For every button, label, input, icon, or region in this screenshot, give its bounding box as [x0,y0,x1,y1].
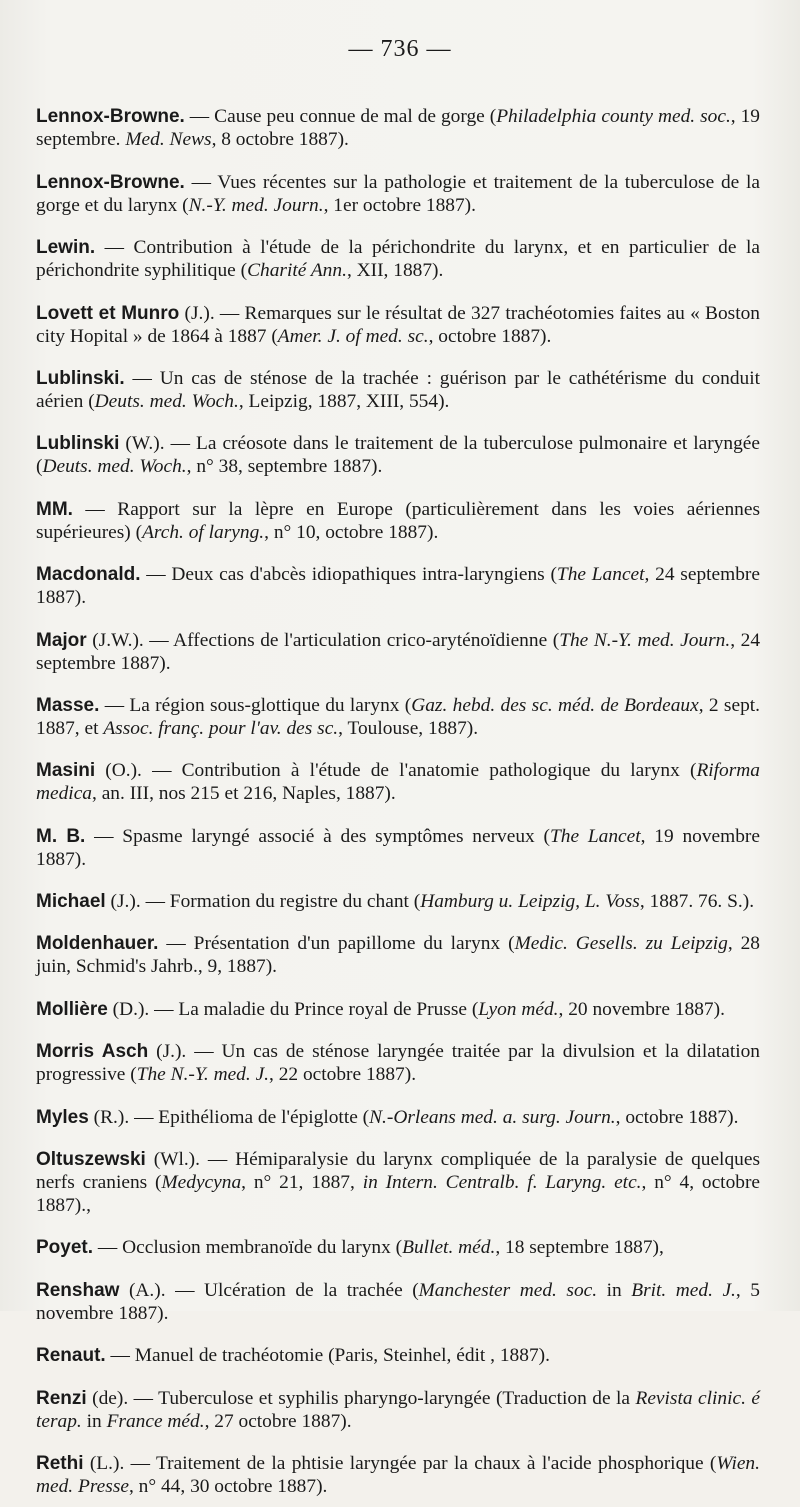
entry-details: , an. III, nos 215 et 216, Naples, 1887). [92,783,396,805]
entry-text: — Présentation d'un papillome du larynx ( [158,933,515,955]
bibliography-entry [36,629,760,675]
entry-details: , 19 novembre 1887). [36,825,760,870]
bibliography-entry [36,1387,760,1433]
entry-journal: The Lancet [549,825,641,847]
entry-journal: Charité Ann. [247,260,347,282]
entry-details: in [81,1410,107,1432]
entry-text: — Hémiparalysie du larynx compliquée de la paralysie de quelques nerfs craniens ( [36,1149,760,1194]
entry-details: , 28 juin, Schmid's Jahrb., 9, 1887). [36,933,761,978]
entry-author: Masse. [36,694,100,716]
bibliography-entry [36,825,760,871]
entry-text: — La créosote dans le traitement de la tuberculose pulmonaire et laryngée ( [36,433,761,478]
bibliography-entry [36,1106,760,1129]
entry-author: Lennox-Browne. [36,171,185,193]
entry-details-secondary: , n° 4, octobre 1887)., [36,1172,761,1217]
entry-journal-secondary: in Intern. Centralb. f. Laryng. etc. [362,1172,642,1194]
entry-initials: (R.). [88,1106,130,1128]
entry-details: , 1er octobre 1887). [323,194,476,216]
entry-author: Lewin. [36,237,96,259]
entry-initials: (L.). [83,1452,125,1474]
entry-initials: (J.W.). [86,629,144,651]
entry-text: — La maladie du Prince royal de Prusse ( [149,998,479,1020]
entry-initials: (Wl.). [145,1149,200,1171]
entry-initials: (A.). [119,1279,166,1301]
entry-text: — Ulcération de la trachée ( [165,1279,419,1301]
entry-initials: (O.). [95,760,142,782]
entry-journal: Lyon méd. [478,998,559,1020]
entry-details: , n° 21, 1887, [241,1172,363,1194]
entry-text: — La région sous-glottique du larynx ( [99,694,412,716]
bibliography-entry [36,1279,760,1325]
entry-details: , octobre 1887). [428,325,552,347]
entry-details: in [597,1279,632,1301]
entry-details-secondary: , 27 octobre 1887). [204,1410,352,1432]
entry-author: Myles [36,1106,89,1128]
entry-author: Macdonald. [36,564,141,586]
bibliography-entry [36,432,760,478]
bibliography-entry [36,105,760,151]
entry-journal: Deuts. med. Woch. [42,456,187,478]
entry-journal: Riforma medica [36,760,760,805]
entry-details: , 18 septembre 1887), [495,1237,664,1259]
bibliography-entry [36,302,760,348]
entry-author: Masini [36,760,96,782]
bibliography-entry [36,694,760,740]
entry-details: , 24 septembre 1887). [36,564,760,609]
entry-text: — Contribution à l'étude de l'anatomie pathologique du larynx ( [141,760,697,782]
entry-details: , 22 octobre 1887). [269,1064,417,1086]
entry-journal: The Lancet [556,564,645,586]
page-number: — 736 — [348,36,452,62]
entry-text: — Rapport sur la lèpre en Europe (particulièrement dans les voies aériennes supérieures) ( [36,498,760,543]
entry-journal: N.-Y. med. Journ. [188,194,324,216]
bibliography-entry [36,998,760,1021]
bibliography-entry [36,932,760,978]
entry-journal: The N.-Y. med. J. [136,1064,270,1086]
entry-text: — Occlusion membranoïde du larynx ( [93,1237,403,1259]
entry-journal: Gaz. hebd. des sc. méd. de Bordeaux [411,694,699,716]
entry-author: Rethi [36,1452,84,1474]
entry-details: , n° 44, 30 octobre 1887). [128,1475,328,1497]
bibliography-entry [36,1148,760,1217]
entry-text: — Formation du registre du chant ( [140,891,421,913]
entry-journal: Bullet. méd. [402,1237,496,1259]
entry-journal: Revista clinic. é terap. [36,1387,760,1432]
entry-details: , 19 septembre. [36,106,760,151]
entry-journal-secondary: Assoc. franç. pour l'av. des sc. [103,717,339,739]
entry-journal: Philadelphia county med. soc. [496,106,731,128]
entry-initials: (de). [86,1387,129,1409]
entry-author: Renzi [36,1387,87,1409]
entry-journal: N.-Orleans med. a. surg. Journ. [369,1106,616,1128]
entry-initials: (D.). [107,998,150,1020]
entry-text: — Tuberculose et syphilis pharyngo-laryngée (Traduction de la [128,1387,636,1409]
entry-author: Moldenhauer. [36,933,159,955]
bibliography-entry [36,171,760,217]
entry-journal: Hamburg u. Leipzig, L. Voss [420,891,640,913]
bibliography-entry [36,563,760,609]
bibliography-entry [36,236,760,282]
entry-details: , 2 sept. 1887, et [36,694,760,739]
entry-text: — Remarques sur le résultat de 327 trachéotomies faites au « Boston city Hopital » de 1864 à 1887 ( [36,302,760,347]
entry-author: Lennox-Browne. [36,106,185,128]
entry-author: Renaut. [36,1345,106,1367]
entry-author: Renshaw [36,1279,120,1301]
entry-journal-secondary: France méd. [106,1410,205,1432]
entry-initials: (W.). [119,433,165,455]
entry-text: — Epithélioma de l'épiglotte ( [129,1106,370,1128]
entry-author: Michael [36,891,106,913]
entry-details: , XII, 1887). [346,260,444,282]
entry-text: — Un cas de sténose de la trachée : guérison par le cathétérisme du conduit aérien ( [36,367,760,412]
entry-details-secondary: , 5 novembre 1887). [36,1279,760,1324]
entry-author: Lublinski. [36,367,125,389]
entry-details: , octobre 1887). [615,1106,739,1128]
entry-author: Poyet. [36,1237,94,1259]
entry-author: Oltuszewski [36,1149,146,1171]
entry-author: Morris Asch [36,1041,149,1063]
entry-author: MM. [36,498,73,520]
entry-journal: Medycyna [161,1172,242,1194]
entry-author: M. B. [36,825,86,847]
entry-journal: Deuts. med. Woch. [94,390,239,412]
entry-text: — Manuel de trachéotomie (Paris, Steinhel, édit , 1887). [105,1345,550,1367]
entry-journal: Wien. med. Presse [36,1452,760,1497]
entry-text: — Un cas de sténose laryngée traitée par la divulsion et la dilatation progressive ( [36,1041,760,1086]
entry-details: , 1887. 76. S.). [639,891,755,913]
entry-journal-secondary: Med. News [125,129,212,151]
entry-author: Major [36,629,87,651]
entry-details: , 24 septembre 1887). [36,629,761,674]
entry-text: — Affections de l'articulation crico-aryténoïdienne ( [143,629,560,651]
bibliography-entry [36,1452,760,1498]
bibliography-entry [36,1236,760,1259]
entry-journal: Arch. of laryng. [142,521,265,543]
bibliography-entry [36,498,760,544]
entry-journal-secondary: Brit. med. J. [631,1279,736,1301]
entry-initials: (J.). [105,891,141,913]
entry-text: — Spasme laryngé associé à des symptômes nerveux ( [85,825,550,847]
entry-details: , n° 38, septembre 1887). [186,456,383,478]
entry-journal: Amer. J. of med. sc. [277,325,429,347]
bibliography-entry [36,890,760,913]
entry-initials: (J.). [179,302,215,324]
entry-details-secondary: , 8 octobre 1887). [211,129,349,151]
entry-details-secondary: , Toulouse, 1887). [338,717,479,739]
bibliography-list [36,86,760,1507]
entry-text: — Deux cas d'abcès idiopathiques intra-laryngiens ( [140,564,557,586]
bibliography-entry [36,759,760,805]
entry-text: — Vues récentes sur la pathologie et traitement de la tuberculose de la gorge et du larynx ( [36,171,760,216]
entry-journal: Medic. Gesells. zu Leipzig [514,933,728,955]
entry-details: , Leipzig, 1887, XIII, 554). [238,390,450,412]
bibliography-entry [36,1344,760,1367]
entry-journal: The N.-Y. med. Journ. [559,629,731,651]
entry-journal: Manchester med. soc. [418,1279,598,1301]
entry-initials: (J.). [148,1041,187,1063]
entry-author: Lovett et Munro [36,302,180,324]
entry-details: , 20 novembre 1887). [558,998,725,1020]
entry-author: Mollière [36,998,108,1020]
entry-author: Lublinski [36,433,120,455]
entry-text: — Traitement de la phtisie laryngée par la chaux à l'acide phosphorique ( [124,1452,717,1474]
entry-text: — Contribution à l'étude de la périchondrite du larynx, et en particulier de la périchondrite syphilitique ( [36,237,760,282]
bibliography-entry [36,1040,760,1086]
bibliography-entry [36,367,760,413]
entry-details: , n° 10, octobre 1887). [264,521,439,543]
entry-text: — Cause peu connue de mal de gorge ( [184,106,497,128]
